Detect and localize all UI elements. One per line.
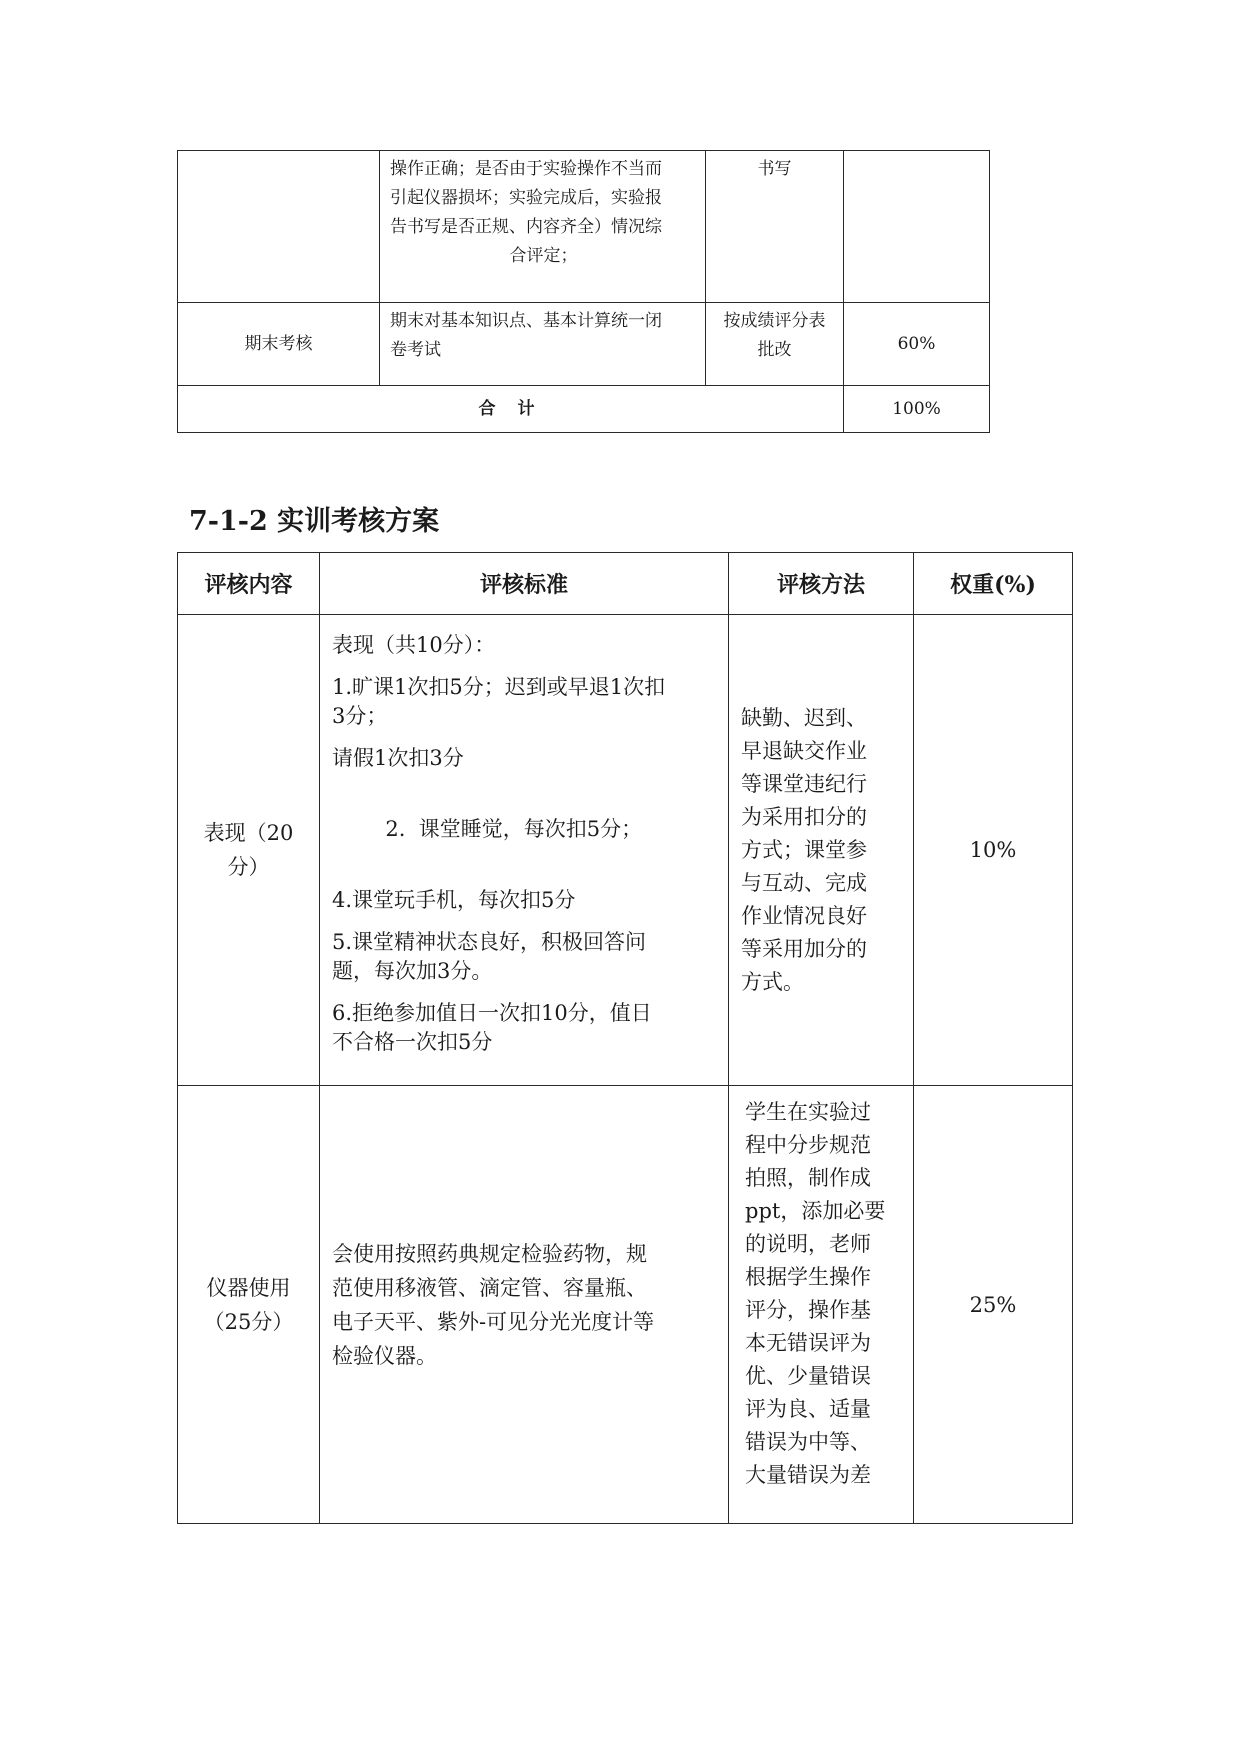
method-line: 优、少量错误: [745, 1364, 871, 1388]
category-cell: 期末考核: [178, 303, 380, 386]
method-line: 评分，操作基: [745, 1298, 871, 1322]
method-line: 按成绩评分表: [723, 311, 826, 331]
table-row: [178, 1086, 1073, 1524]
criteria-paragraph: [332, 673, 718, 731]
criteria-line: 请假1次扣3分: [332, 746, 464, 770]
method-line: 批改: [757, 340, 792, 360]
grading-table-continued: [177, 150, 990, 433]
category-line: 表现（20: [203, 821, 294, 845]
method-line: 错误为中等、: [745, 1430, 871, 1454]
method-cell: [729, 615, 914, 1086]
total-label: 合 计: [178, 386, 844, 433]
criteria-line: 3分；: [332, 704, 388, 728]
criteria-paragraph: [332, 631, 718, 660]
criteria-line: 告书写是否正规、内容齐全）情况综: [390, 217, 662, 237]
criteria-line: 期末对基本知识点、基本计算统一闭: [390, 311, 662, 331]
criteria-cell: [320, 1086, 729, 1524]
method-line: 早退缺交作业: [741, 738, 867, 763]
criteria-line: 会使用按照药典规定检验药物，规: [332, 1241, 647, 1266]
method-line: 与互动、完成: [741, 870, 867, 895]
method-line: 大量错误为差: [745, 1463, 871, 1487]
practical-assessment-table: [177, 552, 1073, 1524]
header-cell: 权重(%): [914, 553, 1073, 615]
criteria-line: 6.拒绝参加值日一次扣10分，值日: [332, 1001, 652, 1025]
method-line: 拍照，制作成: [745, 1166, 871, 1190]
criteria-line: 5.课堂精神状态良好，积极回答问: [332, 930, 647, 954]
criteria-line: 操作正确；是否由于实验操作不当而: [390, 159, 662, 179]
criteria-paragraph: [332, 999, 718, 1057]
criteria-line: 合评定；: [509, 246, 578, 266]
table-row: [178, 151, 990, 303]
method-line: 的说明，老师: [745, 1232, 871, 1256]
method-line: 等课堂违纪行: [741, 771, 867, 796]
method-cell: [729, 1086, 914, 1524]
method-line: 根据学生操作: [745, 1265, 871, 1289]
method-line: 方式。: [741, 969, 804, 994]
method-line: 本无错误评为: [745, 1331, 871, 1355]
method-line: ppt，添加必要: [745, 1199, 886, 1223]
criteria-cell: [380, 303, 706, 386]
criteria-cell: [380, 151, 706, 303]
category-cell: [178, 615, 320, 1086]
table-header-row: [178, 553, 1073, 615]
criteria-line: 电子天平、紫外-可见分光光度计等: [332, 1309, 655, 1334]
total-weight: 100%: [844, 386, 990, 433]
method-line: 作业情况良好: [741, 903, 867, 928]
header-cell: 评核方法: [729, 553, 914, 615]
category-line: 分）: [227, 855, 270, 879]
weight-cell: [844, 151, 990, 303]
method-cell: 书写: [706, 151, 844, 303]
criteria-line: 1.旷课1次扣5分；迟到或早退1次扣: [332, 675, 666, 699]
category-cell: [178, 151, 380, 303]
header-cell: 评核标准: [320, 553, 729, 615]
section-heading: 7-1-2 实训考核方案: [189, 506, 440, 537]
method-line: 程中分步规范: [745, 1133, 871, 1157]
criteria-paragraph: [332, 744, 718, 773]
table-row: [178, 615, 1073, 1086]
method-line: 学生在实验过: [745, 1100, 871, 1124]
criteria-line: 不合格一次扣5分: [332, 1030, 493, 1054]
total-row: [178, 386, 990, 433]
criteria-line: 引起仪器损坏；实验完成后，实验报: [390, 188, 662, 208]
method-line: 为采用扣分的: [741, 804, 867, 829]
criteria-paragraph: [332, 928, 718, 986]
criteria-line: 表现（共10分）：: [332, 633, 496, 657]
criteria-cell: [320, 615, 729, 1086]
criteria-paragraph: [332, 886, 718, 915]
category-line: 仪器使用: [206, 1275, 291, 1300]
method-line: 缺勤、迟到、: [741, 705, 867, 730]
table-row: [178, 303, 990, 386]
criteria-line: 2. 课堂睡觉，每次扣5分；: [385, 817, 643, 841]
header-cell: 评核内容: [178, 553, 320, 615]
criteria-line: 检验仪器。: [332, 1343, 437, 1368]
criteria-line: 范使用移液管、滴定管、容量瓶、: [332, 1275, 647, 1300]
criteria-line: 卷考试: [390, 340, 441, 360]
method-cell: [706, 303, 844, 386]
method-line: 评为良、适量: [745, 1397, 871, 1421]
method-line: 方式；课堂参: [741, 837, 867, 862]
category-cell: [178, 1086, 320, 1524]
weight-cell: 60%: [844, 303, 990, 386]
criteria-line: 4.课堂玩手机，每次扣5分: [332, 888, 576, 912]
weight-cell: 10%: [914, 615, 1073, 1086]
method-line: 等采用加分的: [741, 936, 867, 961]
criteria-line: 题，每次加3分。: [332, 959, 493, 983]
category-line: （25分）: [203, 1309, 294, 1334]
weight-cell: 25%: [914, 1086, 1073, 1524]
criteria-paragraph: [332, 786, 718, 873]
